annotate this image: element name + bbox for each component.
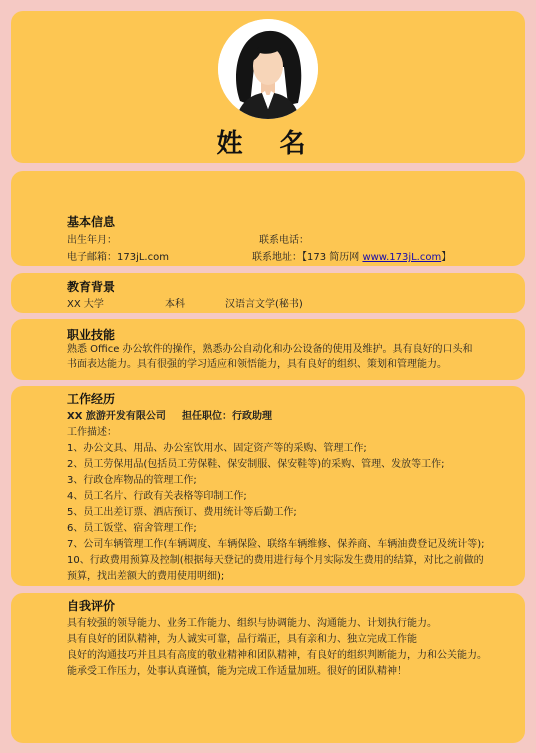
phone-label: 联系电话：	[259, 235, 309, 246]
address-suffix: 】	[441, 252, 452, 263]
profile-photo-icon	[218, 19, 318, 119]
address-prefix: 【173 简历网	[302, 252, 363, 263]
work-item: 1、办公文具、用品、办公室饮用水、固定资产等的采购、管理工作;	[67, 443, 367, 454]
education-title: 教育背景	[67, 280, 116, 294]
skills-section	[11, 319, 525, 380]
work-item: 预算，找出差额大的费用使用明细);	[67, 571, 225, 582]
work-item: 7、公司车辆管理工作(车辆调度、车辆保险、联络车辆维修、保养商、车辆油费登记及统计等);	[67, 539, 485, 550]
education-major: 汉语言文学(秘书)	[225, 299, 303, 310]
skills-title: 职业技能	[67, 328, 116, 342]
header-card	[11, 11, 525, 163]
self-evaluation-line: 能承受工作压力，处事认真谨慎，能为完成工作适量加班。很好的团队精神！	[67, 666, 407, 677]
email-label: 电子邮箱：	[67, 252, 117, 263]
work-item: 6、员工饭堂、宿舍管理工作;	[67, 523, 197, 534]
birth-date-label: 出生年月：	[67, 235, 117, 246]
work-desc-label: 工作描述：	[67, 427, 117, 438]
self-evaluation-title: 自我评价	[67, 599, 116, 613]
education-school: XX 大学	[67, 299, 104, 310]
work-item: 2、员工劳保用品(包括员工劳保鞋、保安制服、保安鞋等)的采购、管理、发放等工作;	[67, 459, 445, 470]
work-item: 3、行政仓库物品的管理工作;	[67, 475, 197, 486]
self-evaluation-line: 具有良好的团队精神，为人诚实可靠，品行端正，具有亲和力、独立完成工作能	[67, 634, 417, 645]
email-row	[67, 248, 169, 263]
work-position: 担任职位：行政助理	[182, 411, 272, 422]
education-degree: 本科	[165, 299, 185, 310]
address-link[interactable]: www.173jL.com	[362, 252, 442, 263]
avatar	[218, 19, 318, 119]
address-label: 联系地址：	[252, 252, 302, 263]
email-value: 173jL.com	[117, 252, 169, 263]
address-row	[252, 248, 451, 263]
self-evaluation-section	[11, 593, 525, 743]
basic-info-title: 基本信息	[67, 215, 116, 229]
name-title: 姓 名	[216, 129, 320, 159]
work-item: 4、员工名片、行政有关表格等印制工作;	[67, 491, 247, 502]
work-experience-section	[11, 386, 525, 586]
work-item: 10、行政费用预算及控制(根据每天登记的费用进行每个月实际发生费用的结算，对比之前做的	[67, 555, 484, 566]
work-item: 5、员工出差订票、酒店预订、费用统计等后勤工作;	[67, 507, 297, 518]
work-title: 工作经历	[67, 392, 116, 406]
self-evaluation-line: 良好的沟通技巧并且具有高度的敬业精神和团队精神，有良好的组织判断能力，力和公关能力。	[67, 650, 487, 661]
basic-info-section	[11, 171, 525, 266]
skills-text: 熟悉 Office 办公软件的操作，熟悉办公自动化和办公设备的使用及维护。具有良好的口头和书面表达能力。具有很强的学习适应和领悟能力，具有良好的组织、策划和管理能力。	[67, 344, 473, 370]
education-section	[11, 273, 525, 313]
self-evaluation-line: 具有较强的领导能力、业务工作能力、组织与协调能力、沟通能力、计划执行能力。	[67, 618, 437, 629]
work-company: XX 旅游开发有限公司	[67, 411, 166, 422]
